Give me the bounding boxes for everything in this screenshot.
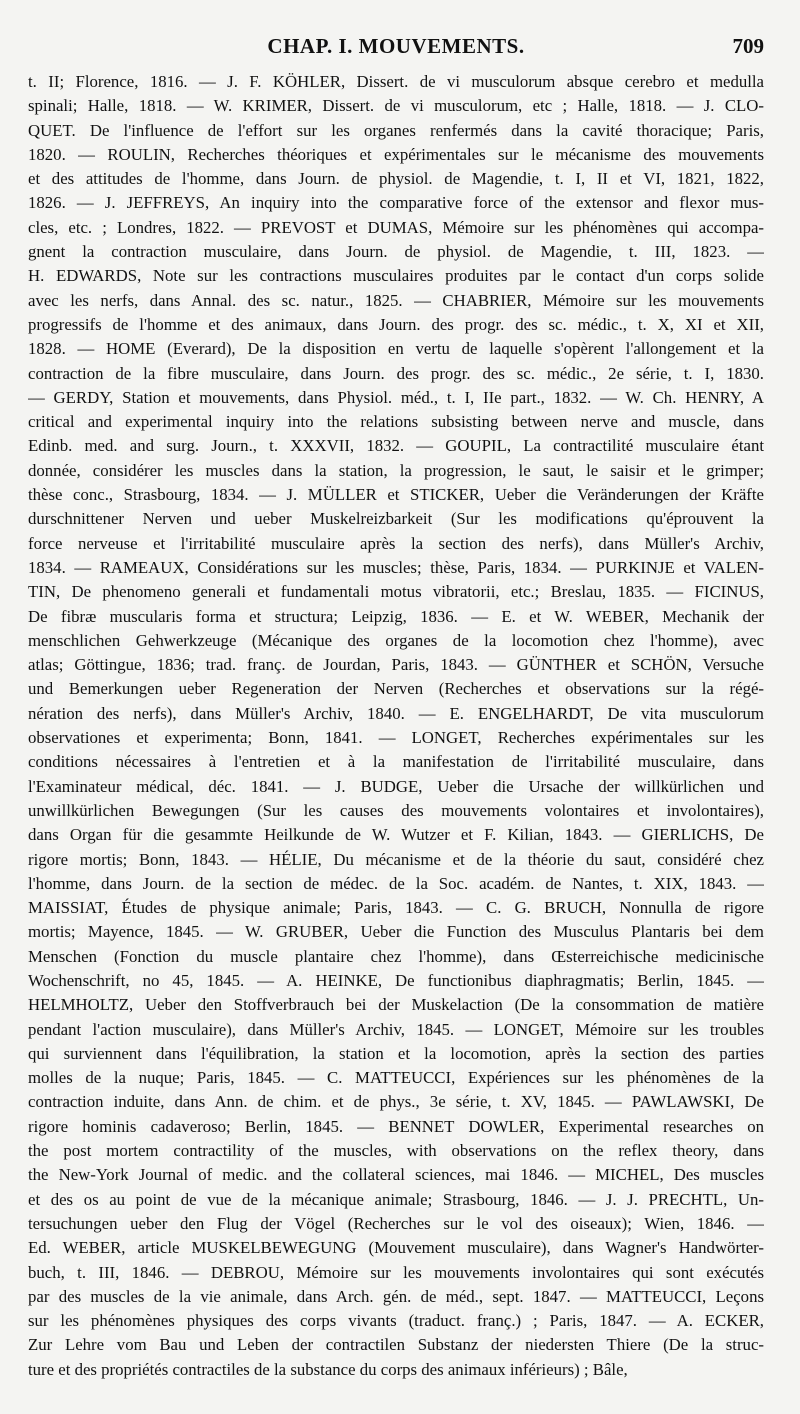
text-line: par des muscles de la vie animale, dans Arch. gén. de méd., sept. 1847. — MATTEUCCI, Leçons [28, 1286, 764, 1306]
text-line: HELMHOLTZ, Ueber den Stoffverbrauch bei der Muskelaction (De la consommation de matière [28, 995, 764, 1015]
bibliography-text [28, 70, 764, 1382]
text-line: gnent la contraction musculaire, dans Journ. de physiol. de Magendie, t. III, 1823. — [28, 242, 764, 262]
text-line: dans Organ für die gesammte Heilkunde de W. Wutzer et F. Kilian, 1843. — GIERLICHS, De [28, 825, 764, 845]
text-line: — GERDY, Station et mouvements, dans Physiol. méd., t. I, IIe part., 1832. — W. Ch. HENRY, A [28, 387, 764, 407]
text-line: observationes et experimenta; Bonn, 1841. — LONGET, Recherches expérimentales sur les [28, 728, 764, 748]
text-line: 1834. — RAMEAUX, Considérations sur les muscles; thèse, Paris, 1834. — PURKINJE et VALEN- [28, 557, 764, 577]
text-line: pendant l'action musculaire), dans Müller's Archiv, 1845. — LONGET, Mémoire sur les troubles [28, 1019, 764, 1039]
text-line: contraction de la fibre musculaire, dans Journ. des progr. des sc. médic., 2e série, t. I, 1830. [28, 363, 764, 383]
text-line: unwillkürlichen Bewegungen (Sur les causes des mouvements volontaires et involontaires), [28, 800, 764, 820]
text-line: tersuchungen ueber den Flug der Vögel (Recherches sur le vol des oiseaux); Wien, 1846. — [28, 1213, 764, 1233]
text-line: conditions nécessaires à l'entretien et à la manifestation de l'irritabilité musculaire, dans [28, 752, 764, 772]
text-line: buch, t. III, 1846. — DEBROU, Mémoire sur les mouvements involontaires qui sont exécutés [28, 1262, 764, 1282]
text-line: l'homme, dans Journ. de la section de médec. de la Soc. académ. de Nantes, t. XIX, 1843. — [28, 873, 764, 893]
text-line: 1828. — HOME (Everard), De la disposition en vertu de laquelle s'opèrent l'allongement et la [28, 339, 764, 359]
text-line: spinali; Halle, 1818. — W. KRIMER, Dissert. de vi musculorum, etc ; Halle, 1818. — J. CLO- [28, 96, 764, 116]
text-line: force nerveuse et l'irritabilité musculaire après la section des nerfs), dans Müller's Archiv, [28, 533, 764, 553]
running-head: CHAP. I. MOUVEMENTS. [267, 34, 525, 58]
text-line: rigore hominis cadaveroso; Berlin, 1845. — BENNET DOWLER, Experimental researches on [28, 1116, 764, 1136]
text-line: sur les phénomènes physiques des corps vivants (traduct. franç.) ; Paris, 1847. — A. ECKER, [28, 1311, 764, 1331]
text-line: QUET. De l'influence de l'effort sur les organes renfermés dans la cavité thoracique; Paris, [28, 120, 764, 140]
text-line: mortis; Mayence, 1845. — W. GRUBER, Ueber die Function des Musculus Plantaris bei dem [28, 922, 764, 942]
text-line: Edinb. med. and surg. Journ., t. XXXVII, 1832. — GOUPIL, La contractilité musculaire étant [28, 436, 764, 456]
text-line: l'Examinateur médical, déc. 1841. — J. BUDGE, Ueber die Ursache der willkürlichen und [28, 776, 764, 796]
text-line: Zur Lehre vom Bau und Leben der contractilen Substanz der niedersten Thiere (De la struc- [28, 1335, 764, 1355]
text-line: thèse conc., Strasbourg, 1834. — J. MÜLLER et STICKER, Ueber die Veränderungen der Kräfte [28, 485, 764, 505]
text-line: TIN, De phenomeno generali et fundamentali motus vibratorii, etc.; Breslau, 1835. — FICINUS, [28, 582, 764, 602]
text-line: und Bemerkungen ueber Regeneration der Nerven (Recherches et observations sur la régé- [28, 679, 764, 699]
text-line: Wochenschrift, no 45, 1845. — A. HEINKE, De functionibus diaphragmatis; Berlin, 1845. — [28, 970, 764, 990]
text-line: et des attitudes de l'homme, dans Journ. de physiol. de Magendie, t. I, II et VI, 1821, 1822, [28, 169, 764, 189]
text-line: 1826. — J. JEFFREYS, An inquiry into the comparative force of the extensor and flexor mus- [28, 193, 764, 213]
text-line: Ed. WEBER, article MUSKELBEWEGUNG (Mouvement musculaire), dans Wagner's Handwörter- [28, 1238, 764, 1258]
text-line: qui surviennent dans l'équilibration, la station et la locomotion, après la section des parties [28, 1043, 764, 1063]
text-line: nération des nerfs), dans Müller's Archiv, 1840. — E. ENGELHARDT, De vita musculorum [28, 703, 764, 723]
text-line: donnée, considérer les muscles dans la station, la progression, le saut, le saisir et le grimper; [28, 460, 764, 480]
page-header [28, 34, 764, 64]
text-line: the post mortem contractility of the muscles, with observations on the reflex theory, dans [28, 1141, 764, 1161]
text-line: progressifs de l'homme et des animaux, dans Journ. des progr. des sc. médic., t. X, XI et XII, [28, 314, 764, 334]
text-line: menschlichen Gehwerkzeuge (Mécanique des organes de la locomotion chez l'homme), avec [28, 630, 764, 650]
text-line: molles de la nuque; Paris, 1845. — C. MATTEUCCI, Expériences sur les phénomènes de la [28, 1068, 764, 1088]
text-line: durschnittener Nerven und ueber Muskelreizbarkeit (Sur les modifications qu'éprouvent la [28, 509, 764, 529]
text-line: ture et des propriétés contractiles de la substance du corps des animaux inférieurs) ; Bâle, [28, 1359, 628, 1379]
text-line: critical and experimental inquiry into the relations subsisting between nerve and muscle, dans [28, 412, 764, 432]
text-line: MAISSIAT, Études de physique animale; Paris, 1843. — C. G. BRUCH, Nonnulla de rigore [28, 898, 764, 918]
text-line: H. EDWARDS, Note sur les contractions musculaires produites par le contact d'un corps solide [28, 266, 764, 286]
text-line: Menschen (Fonction du muscle plantaire chez l'homme), dans Œsterreichische medicinische [28, 946, 764, 966]
page-number: 709 [732, 34, 764, 58]
text-line: avec les nerfs, dans Annal. des sc. natur., 1825. — CHABRIER, Mémoire sur les mouvements [28, 290, 764, 310]
text-line: De fibræ muscularis forma et structura; Leipzig, 1836. — E. et W. WEBER, Mechanik der [28, 606, 764, 626]
text-line: contraction induite, dans Ann. de chim. et de phys., 3e série, t. XV, 1845. — PAWLAWSKI, De [28, 1092, 764, 1112]
text-line: atlas; Göttingue, 1836; trad. franç. de Jourdan, Paris, 1843. — GÜNTHER et SCHÖN, Versuche [28, 655, 764, 675]
text-line: 1820. — ROULIN, Recherches théoriques et expérimentales sur le mécanisme des mouvements [28, 144, 764, 164]
text-line: rigore mortis; Bonn, 1843. — HÉLIE, Du mécanisme et de la théorie du saut, considéré chez [28, 849, 764, 869]
text-line: cles, etc. ; Londres, 1822. — PREVOST et DUMAS, Mémoire sur les phénomènes qui accompa- [28, 217, 764, 237]
text-line: et des os au point de vue de la mécanique animale; Strasbourg, 1846. — J. J. PRECHTL, Un- [28, 1189, 764, 1209]
text-line: t. II; Florence, 1816. — J. F. KÖHLER, Dissert. de vi musculorum absque cerebro et medulla [28, 72, 764, 91]
text-line: the New-York Journal of medic. and the collateral sciences, mai 1846. — MICHEL, Des muscles [28, 1165, 764, 1185]
